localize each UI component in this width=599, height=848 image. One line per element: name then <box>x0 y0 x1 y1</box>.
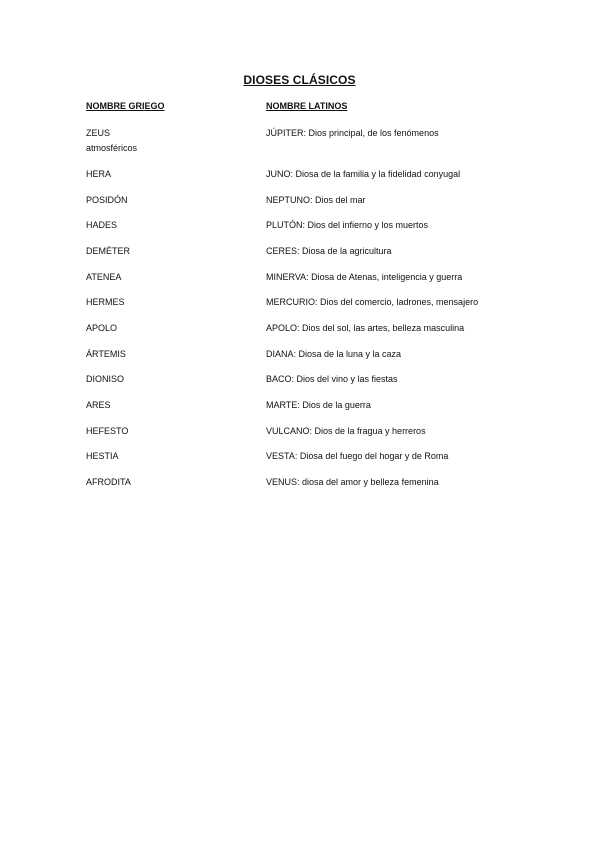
greek-name: APOLO <box>86 323 118 333</box>
greek-name: ÁRTEMIS <box>86 349 126 359</box>
latin-name-column-header: NOMBRE LATINOS <box>266 101 348 111</box>
latin-name-description: MERCURIO: Dios del comercio, ladrones, mensajero <box>266 297 479 307</box>
greek-name: ARES <box>86 400 111 410</box>
greek-name: DIONISO <box>86 374 125 384</box>
latin-name-description: NEPTUNO: Dios del mar <box>266 195 366 205</box>
greek-name: HERA <box>86 169 112 179</box>
greek-name: ZEUS <box>86 128 111 138</box>
document-title: DIOSES CLÁSICOS <box>243 73 356 87</box>
greek-name: HEFESTO <box>86 426 129 436</box>
latin-name-description: VULCANO: Dios de la fragua y herreros <box>266 426 426 436</box>
latin-description-continuation: atmosféricos <box>86 143 138 153</box>
greek-name: POSIDÓN <box>86 195 128 205</box>
greek-name: HADES <box>86 220 118 230</box>
latin-name-description: APOLO: Dios del sol, las artes, belleza masculina <box>266 323 465 333</box>
greek-name: ATENEA <box>86 272 122 282</box>
greek-name-column-header: NOMBRE GRIEGO <box>86 101 165 111</box>
latin-name-description: BACO: Dios del vino y las fiestas <box>266 374 398 384</box>
latin-name-description: MARTE: Dios de la guerra <box>266 400 371 410</box>
latin-name-description: JUNO: Diosa de la familia y la fidelidad conyugal <box>266 169 461 179</box>
latin-name-description: PLUTÓN: Dios del infierno y los muertos <box>266 220 429 230</box>
greek-name: AFRODITA <box>86 477 131 487</box>
latin-name-description: JÚPITER: Dios principal, de los fenómenos <box>266 128 439 138</box>
latin-name-description: MINERVA: Diosa de Atenas, inteligencia y guerra <box>266 272 463 282</box>
greek-name: DEMÉTER <box>86 246 131 256</box>
latin-name-description: CERES: Diosa de la agricultura <box>266 246 392 256</box>
latin-name-description: VESTA: Diosa del fuego del hogar y de Roma <box>266 451 449 461</box>
latin-name-description: DIANA: Diosa de la luna y la caza <box>266 349 402 359</box>
latin-name-description: VENUS: diosa del amor y belleza femenina <box>266 477 439 487</box>
greek-name: HESTIA <box>86 451 119 461</box>
greek-name: HERMES <box>86 297 125 307</box>
